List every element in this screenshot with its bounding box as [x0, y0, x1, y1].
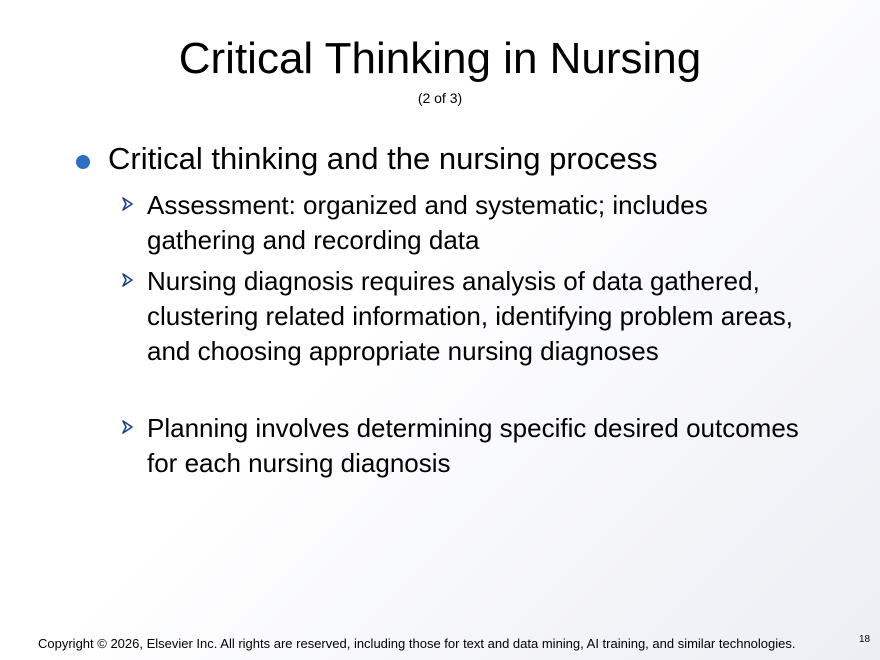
open-arrow-bullet-icon [120, 270, 136, 290]
slide-title: Critical Thinking in Nursing [178, 34, 702, 83]
open-arrow-bullet-icon [120, 417, 136, 437]
subbullet-text: Assessment: organized and systematic; includes gathering and recording data [147, 190, 708, 255]
subbullet-text: Nursing diagnosis requires analysis of data gathered, clustering related information, identifying problem areas, and choosing appropriate nursing diagnoses [147, 266, 794, 366]
page-number: 18 [859, 634, 871, 645]
open-arrow-bullet-icon [120, 194, 136, 214]
slide-subtitle: (2 of 3) [417, 90, 463, 106]
filled-circle-bullet-icon [76, 155, 90, 169]
subbullet-text: Planning involves determining specific desired outcomes for each nursing diagnosis [147, 413, 799, 478]
copyright-footer: Copyright © 2026, Elsevier Inc. All rights are reserved, including those for text and data mining, AI training, and similar technologies. [38, 636, 796, 651]
bullet-text: Critical thinking and the nursing process [108, 141, 658, 176]
